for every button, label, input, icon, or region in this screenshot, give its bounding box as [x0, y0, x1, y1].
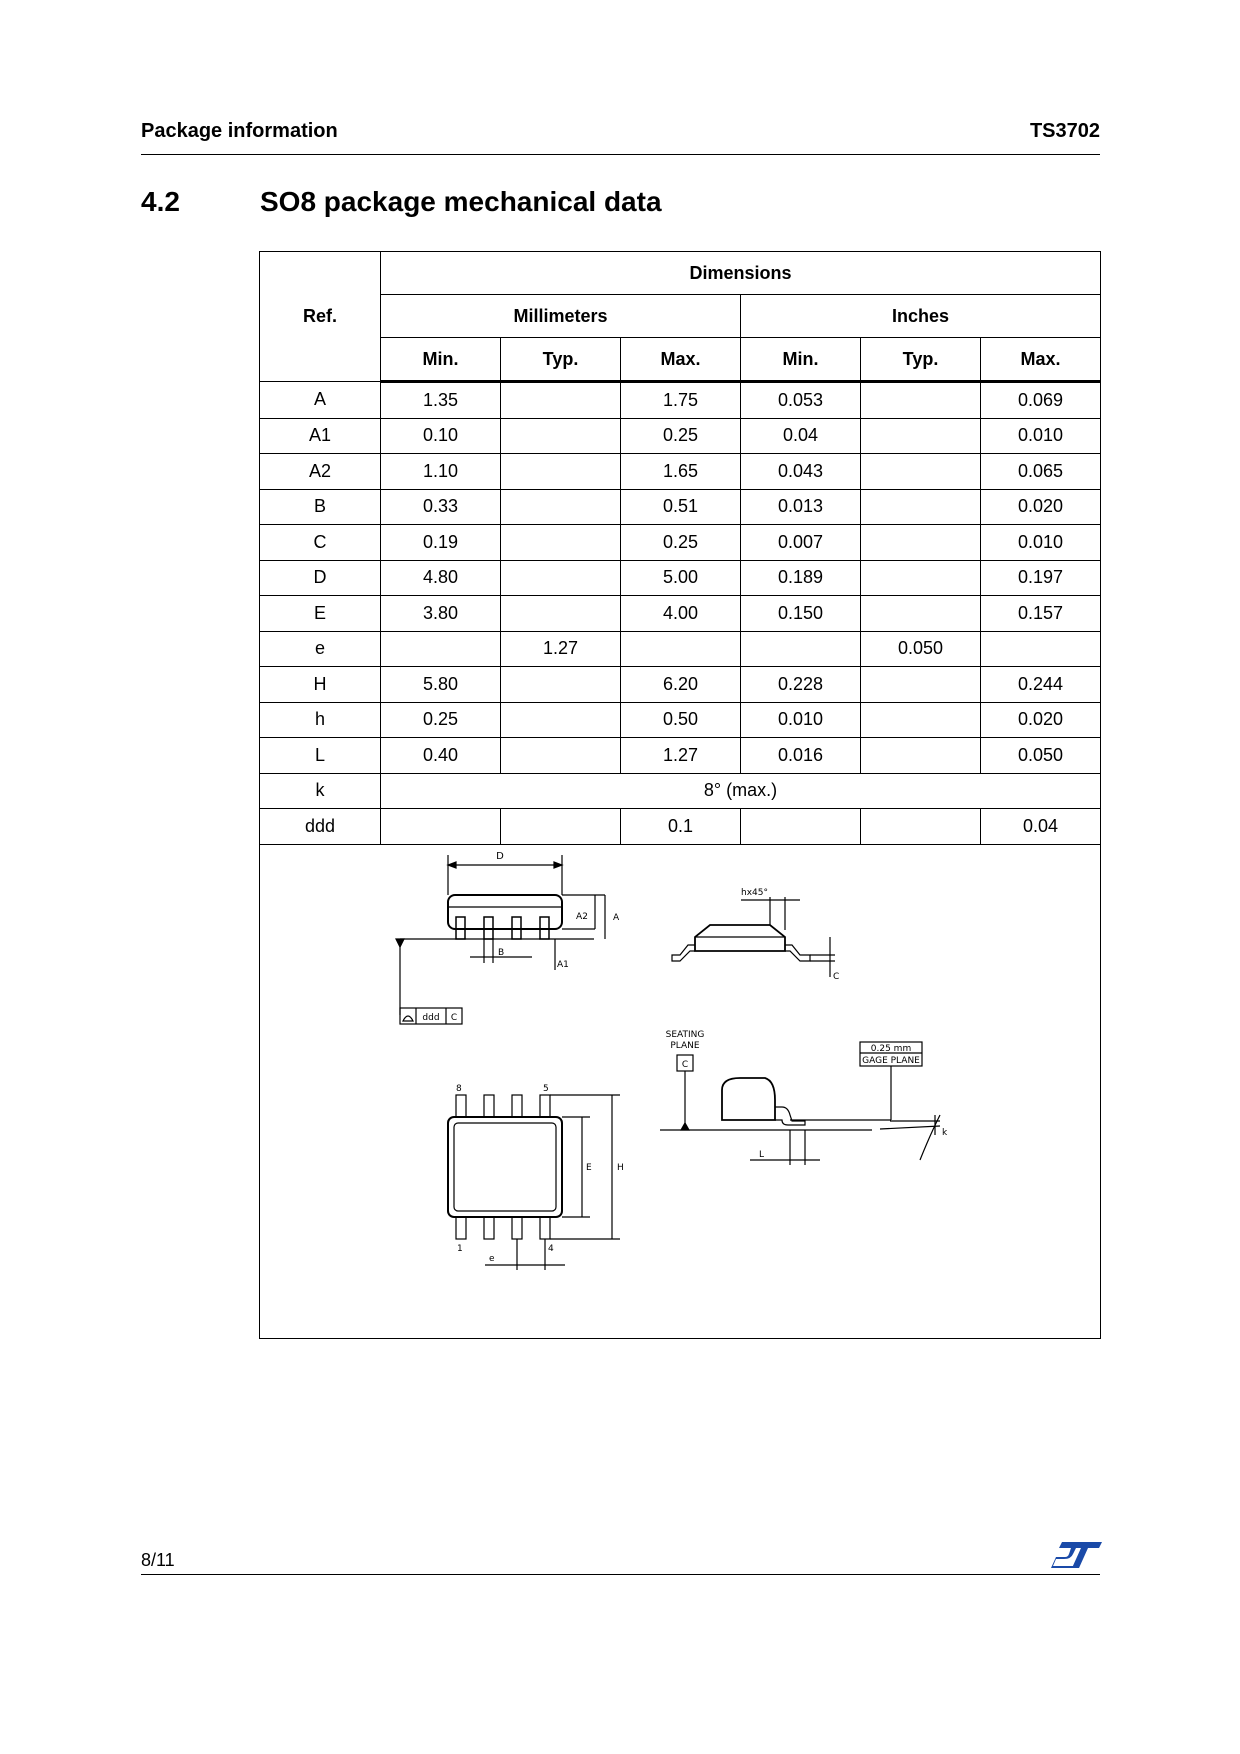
label-plane: PLANE	[670, 1040, 700, 1051]
label-seating: SEATING	[665, 1029, 705, 1040]
table-cell	[501, 667, 621, 703]
label-gage-plane: GAGE PLANE	[862, 1055, 920, 1066]
table-cell	[381, 809, 501, 845]
label-pin4: 4	[548, 1243, 554, 1254]
table-cell: 0.51	[621, 489, 741, 525]
table-cell	[501, 525, 621, 561]
col-header-inches: Inches	[741, 295, 1101, 338]
table-cell: 0.19	[381, 525, 501, 561]
table-cell: 1.27	[501, 631, 621, 667]
table-row	[260, 596, 1101, 632]
table-cell: 0.065	[981, 454, 1101, 490]
label-D: D	[496, 850, 504, 862]
table-cell	[501, 418, 621, 454]
table-cell: 0.157	[981, 596, 1101, 632]
table-cell-ref: C	[260, 525, 381, 561]
top-view-drawing	[448, 1084, 624, 1270]
col-header-in-typ: Typ.	[861, 338, 981, 382]
table-cell: 1.10	[381, 454, 501, 490]
col-header-mm-max: Max.	[621, 338, 741, 382]
table-row	[260, 667, 1101, 703]
table-cell: 0.050	[981, 738, 1101, 774]
col-header-mm-typ: Typ.	[501, 338, 621, 382]
table-cell: 5.00	[621, 560, 741, 596]
table-cell: 0.010	[741, 702, 861, 738]
table-cell-ref: D	[260, 560, 381, 596]
table-row	[260, 418, 1101, 454]
section-title: SO8 package mechanical data	[260, 186, 662, 217]
table-cell	[501, 454, 621, 490]
col-header-in-min: Min.	[741, 338, 861, 382]
label-pin8: 8	[456, 1083, 462, 1094]
label-ddd-C: C	[450, 1012, 458, 1023]
package-drawing-cell	[260, 844, 1101, 1338]
label-B: B	[498, 947, 505, 958]
table-row	[260, 454, 1101, 490]
table-cell: 0.016	[741, 738, 861, 774]
label-E: E	[586, 1162, 592, 1173]
table-row	[260, 525, 1101, 561]
table-cell: 0.33	[381, 489, 501, 525]
table-cell-ref: E	[260, 596, 381, 632]
table-cell: 3.80	[381, 596, 501, 632]
header-section-name: Package information	[141, 120, 338, 142]
table-cell: 0.197	[981, 560, 1101, 596]
table-cell	[861, 702, 981, 738]
table-cell: 1.75	[621, 382, 741, 419]
table-cell: 0.40	[381, 738, 501, 774]
table-cell: 0.1	[621, 809, 741, 845]
table-cell-ref: e	[260, 631, 381, 667]
table-cell	[861, 667, 981, 703]
so8-package-drawing	[260, 845, 1101, 1333]
table-cell: 0.020	[981, 702, 1101, 738]
table-cell: 1.27	[621, 738, 741, 774]
table-cell-ref: A1	[260, 418, 381, 454]
table-cell	[381, 631, 501, 667]
table-cell	[501, 382, 621, 419]
col-header-dimensions: Dimensions	[381, 252, 1101, 295]
table-cell: 0.04	[981, 809, 1101, 845]
table-cell: 0.010	[981, 525, 1101, 561]
label-pin5: 5	[543, 1083, 549, 1094]
table-row	[260, 489, 1101, 525]
label-gage-mm: 0.25 mm	[870, 1043, 912, 1054]
table-row	[260, 631, 1101, 667]
table-cell	[981, 631, 1101, 667]
table-row	[260, 702, 1101, 738]
table-cell-ref: h	[260, 702, 381, 738]
label-H: H	[617, 1162, 624, 1173]
table-cell: 4.80	[381, 560, 501, 596]
page-number: 8/11	[141, 1550, 175, 1570]
table-cell: 0.069	[981, 382, 1101, 419]
table-cell	[501, 560, 621, 596]
label-pin1: 1	[457, 1243, 463, 1254]
table-cell: 0.010	[981, 418, 1101, 454]
table-cell: 1.65	[621, 454, 741, 490]
col-header-mm-min: Min.	[381, 338, 501, 382]
table-row	[260, 738, 1101, 774]
table-cell	[861, 809, 981, 845]
table-cell: 0.50	[621, 702, 741, 738]
table-cell	[501, 738, 621, 774]
table-cell: 5.80	[381, 667, 501, 703]
table-cell-k-value: 8° (max.)	[381, 773, 1101, 809]
table-cell-ref: A	[260, 382, 381, 419]
st-logo-icon	[1050, 1540, 1105, 1575]
table-cell: 0.10	[381, 418, 501, 454]
table-cell: 0.04	[741, 418, 861, 454]
table-cell: 0.244	[981, 667, 1101, 703]
table-row-ddd	[260, 809, 1101, 845]
section-number: 4.2	[141, 186, 180, 217]
table-row-k	[260, 773, 1101, 809]
table-cell: 0.189	[741, 560, 861, 596]
label-e: e	[489, 1253, 495, 1264]
table-cell	[741, 809, 861, 845]
table-cell	[861, 489, 981, 525]
dimensions-table	[259, 251, 1101, 1339]
table-cell	[861, 560, 981, 596]
table-cell: 0.020	[981, 489, 1101, 525]
table-cell: 0.25	[621, 525, 741, 561]
label-C: C	[833, 971, 840, 982]
table-cell: 0.013	[741, 489, 861, 525]
label-L: L	[759, 1149, 765, 1160]
label-A1: A1	[557, 959, 569, 970]
label-k: k	[942, 1127, 948, 1138]
table-cell: 0.150	[741, 596, 861, 632]
label-seating-C: C	[681, 1059, 689, 1070]
label-A: A	[613, 912, 620, 923]
table-cell: 0.053	[741, 382, 861, 419]
label-ddd: ddd	[422, 1012, 440, 1023]
table-cell	[861, 596, 981, 632]
table-cell	[861, 382, 981, 419]
table-row	[260, 560, 1101, 596]
table-cell: 0.25	[621, 418, 741, 454]
table-cell: 6.20	[621, 667, 741, 703]
label-hx45: hx45°	[741, 887, 768, 898]
table-cell	[501, 702, 621, 738]
table-cell	[741, 631, 861, 667]
table-cell	[501, 809, 621, 845]
table-cell-ref: A2	[260, 454, 381, 490]
table-cell-ref: H	[260, 667, 381, 703]
table-cell: 0.050	[861, 631, 981, 667]
side-view-drawing	[396, 851, 620, 1024]
header-part-number: TS3702	[1029, 120, 1100, 142]
label-A2: A2	[576, 911, 588, 922]
table-cell	[501, 596, 621, 632]
table-cell-ref: ddd	[260, 809, 381, 845]
col-header-in-max: Max.	[981, 338, 1101, 382]
seating-plane-detail	[660, 1030, 948, 1165]
table-cell: 0.228	[741, 667, 861, 703]
table-row	[260, 382, 1101, 419]
table-cell	[861, 454, 981, 490]
end-view-drawing	[672, 888, 839, 982]
table-cell	[861, 525, 981, 561]
table-cell: 0.043	[741, 454, 861, 490]
table-cell: 0.25	[381, 702, 501, 738]
table-cell-ref: B	[260, 489, 381, 525]
footer-rule	[141, 1574, 1100, 1575]
table-body	[260, 382, 1101, 774]
col-header-millimeters: Millimeters	[381, 295, 741, 338]
table-cell	[861, 418, 981, 454]
table-cell: 0.007	[741, 525, 861, 561]
table-cell: 4.00	[621, 596, 741, 632]
table-cell-ref: L	[260, 738, 381, 774]
table-cell	[621, 631, 741, 667]
table-cell: 1.35	[381, 382, 501, 419]
table-cell	[861, 738, 981, 774]
table-cell-ref: k	[260, 773, 381, 809]
header-rule	[141, 154, 1100, 155]
table-cell	[501, 489, 621, 525]
col-header-ref: Ref.	[260, 252, 381, 382]
